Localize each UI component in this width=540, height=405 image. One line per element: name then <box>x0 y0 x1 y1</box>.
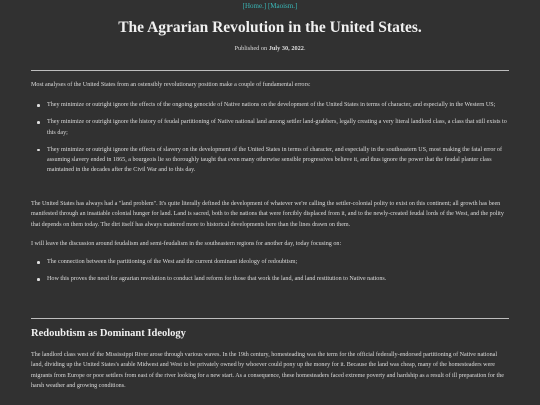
list-item: They minimize or outright ignore the history of feudal partitioning of Native national land among settler land-grabbers, legally creating a very literal landlord class, a class that still exists to this day; <box>31 117 509 138</box>
section-heading: Redoubtism as Dominant Ideology <box>31 328 186 339</box>
intro-paragraph: Most analyses of the United States from an ostensibly revolutionary position make a couple of fundamental errors: <box>31 82 311 88</box>
nav-separator: .] [ <box>262 2 271 10</box>
list-item: They minimize or outright ignore the effects of the ongoing genocide of Native nations on the development of the United States in terms of character, and especially in the Western US; <box>31 100 509 110</box>
land-problem-paragraph: The United States has always had a "land problem". It's quite literally defined the development of whatever we're calling the settler-colonial polity to exist on this continent; all growth has been manifested through an insatiable colonial hunger for land. Land is sacred, both to the nations that were forcibly displaced from it, and to the newly-created feudal lords of the West, and the polity that depends on them today. The dirt itself has always mattered more to historical developments here than the lines drawn on them. <box>31 201 504 228</box>
divider-top <box>31 70 509 71</box>
errors-list <box>31 100 509 183</box>
maoism-link[interactable]: Maoism <box>270 2 294 10</box>
list-item: How this proves the need for agrarian revolution to conduct land reform for those that work the land, and land restitution to Native nations. <box>31 274 509 284</box>
published-prefix: Published on <box>234 45 268 52</box>
nav-bracket-open: [ <box>242 2 245 10</box>
home-link[interactable]: Home <box>245 2 263 10</box>
nav-bracket-close: .] <box>293 2 298 10</box>
published-line <box>0 45 540 52</box>
published-date: July 30, 2022 <box>268 45 304 52</box>
top-navigation <box>0 2 540 10</box>
list-item: They minimize or outright ignore the effects of slavery on the development of the United States in terms of character, and especially in the southeastern US, most making the fatal error of assuming slavery ended in 1865, a bourgeois lie so thoroughly taught that even many otherwise sensible progressives believe it, and thus ignore the power that the feudal planter class maintained in the decades after the Civil War and to this day. <box>31 145 509 176</box>
published-suffix: . <box>303 45 306 52</box>
divider-section <box>31 318 509 319</box>
focus-intro-paragraph: I will leave the discussion around feudalism and semi-feudalism in the southeastern regions for another day, today focusing on: <box>31 241 342 247</box>
list-item: The connection between the partitioning of the West and the current dominant ideology of redoubtism; <box>31 257 509 267</box>
focus-list <box>31 257 509 291</box>
page-title: The Agrarian Revolution in the United States. <box>118 19 422 36</box>
section-paragraph: The landlord class west of the Mississippi River arose through various waves. In the 19th century, homesteading was the term for the official federally-endorsed partitioning of Native national land, dividing up the United States's arable Midwest and West to be privately owned by whoever could pony up the money for it. Because the land was cheap, many of the homesteaders were migrants from Europe or poor settlers from east of the river looking for a new start. As a consequence, these homesteaders faced extreme poverty and hardship as a result of ill preparation for the harsh weather and growing conditions. <box>31 352 504 390</box>
